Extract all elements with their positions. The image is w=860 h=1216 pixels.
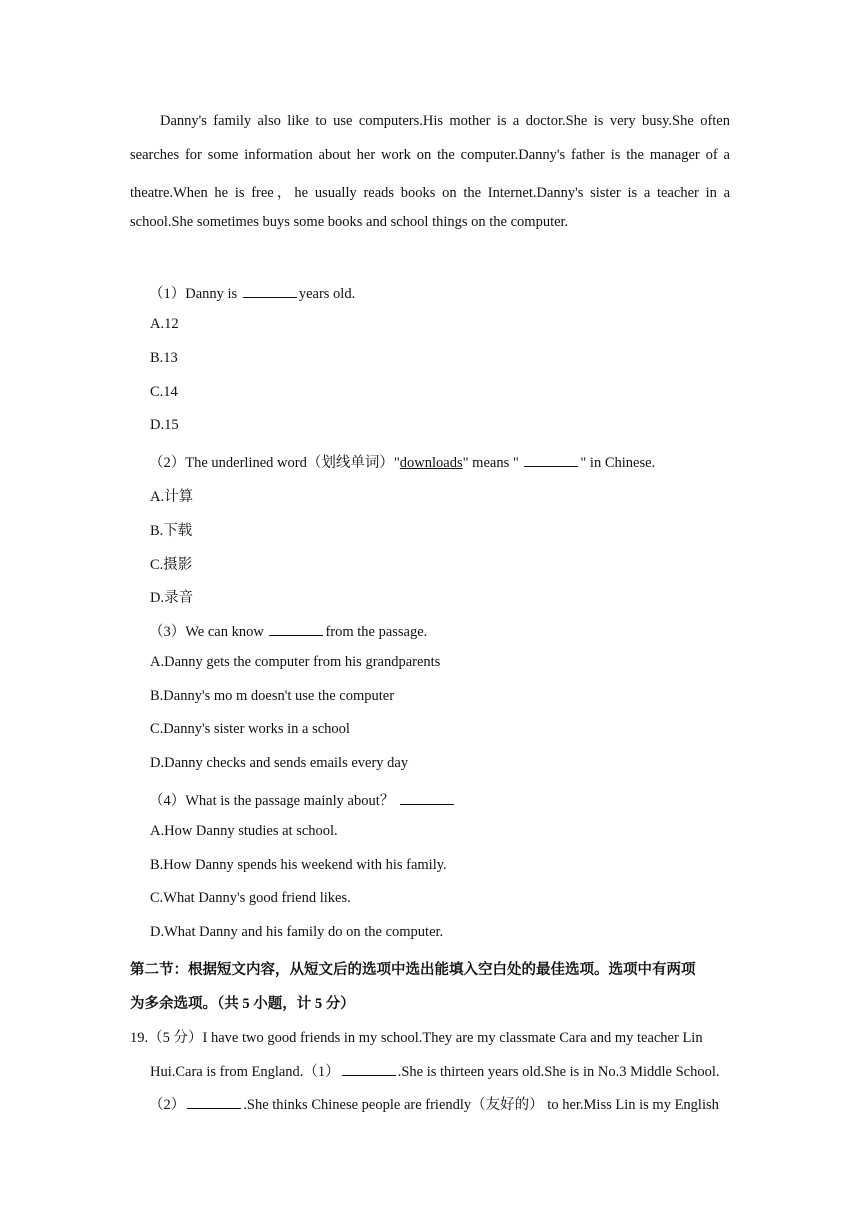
question-2 (149, 451, 655, 472)
question-text: .She thinks Chinese people are friendly（友好的） to her.Miss Lin is my English (243, 1097, 719, 1113)
question-number: （3） (149, 624, 186, 640)
question-number: （2） (149, 455, 186, 471)
section-heading: 为多余选项。（共 5 小题，计 5 分） (130, 996, 355, 1012)
option[interactable]: A.12 (150, 316, 179, 332)
question-text: " in Chinese. (580, 455, 656, 471)
option[interactable]: C.What Danny's good friend likes. (150, 890, 351, 906)
question-text: years old. (298, 286, 356, 302)
question-text: " means " (462, 455, 523, 471)
answer-blank[interactable] (269, 623, 323, 636)
passage-line: theatre.When he is free，he usually reads books on the Internet.Danny's sister is a teacher in a (130, 185, 730, 201)
question-text: from the passage. (325, 624, 428, 640)
question-text: What is the passage mainly about？ (185, 793, 398, 809)
question-3 (149, 620, 427, 641)
option[interactable]: D.15 (150, 417, 179, 433)
question-text: .She is thirteen years old.She is in No.3 Middle School. (397, 1064, 720, 1080)
option[interactable]: B.下载 (150, 523, 193, 539)
option[interactable]: C.摄影 (150, 557, 193, 573)
question-text: Danny is (185, 286, 241, 302)
option[interactable]: C.14 (150, 384, 178, 400)
option[interactable]: D.录音 (150, 590, 194, 606)
answer-blank[interactable] (400, 792, 454, 805)
passage-line: school.She sometimes buys some books and school things on the computer. (130, 214, 569, 230)
question-1 (149, 282, 355, 303)
question-text: （2） (149, 1097, 186, 1113)
option[interactable]: D.What Danny and his family do on the computer. (150, 924, 444, 940)
answer-blank[interactable] (243, 285, 297, 298)
option[interactable]: D.Danny checks and sends emails every day (150, 755, 409, 771)
question-19-line: 19.（5 分）I have two good friends in my school.They are my classmate Cara and my teacher Lin (130, 1030, 703, 1046)
option[interactable]: B.13 (150, 350, 178, 366)
question-4 (149, 789, 456, 810)
passage-line: Danny's family also like to use computers.His mother is a doctor.She is very busy.She often (160, 113, 730, 129)
question-19-line (149, 1093, 719, 1114)
option[interactable]: B.How Danny spends his weekend with his family. (150, 857, 447, 873)
question-text: Hui.Cara is from England.（1） (150, 1064, 340, 1080)
passage-line: searches for some information about her work on the computer.Danny's father is the manager of a (130, 147, 730, 163)
option[interactable]: A.计算 (150, 489, 194, 505)
question-number: （1） (149, 286, 186, 302)
question-number: （4） (149, 793, 186, 809)
option[interactable]: A.How Danny studies at school. (150, 823, 338, 839)
option[interactable]: B.Danny's mo m doesn't use the computer (150, 688, 395, 704)
option[interactable]: A.Danny gets the computer from his grandparents (150, 654, 441, 670)
answer-blank[interactable] (524, 454, 578, 467)
question-text: We can know (185, 624, 268, 640)
answer-blank[interactable] (342, 1063, 396, 1076)
question-19-line (150, 1060, 719, 1081)
section-heading: 第二节：根据短文内容，从短文后的选项中选出能填入空白处的最佳选项。选项中有两项 (130, 962, 696, 978)
underlined-word: downloads (399, 455, 463, 471)
option[interactable]: C.Danny's sister works in a school (150, 721, 350, 737)
answer-blank[interactable] (187, 1096, 241, 1109)
question-text: The underlined word（划线单词）" (185, 455, 400, 471)
